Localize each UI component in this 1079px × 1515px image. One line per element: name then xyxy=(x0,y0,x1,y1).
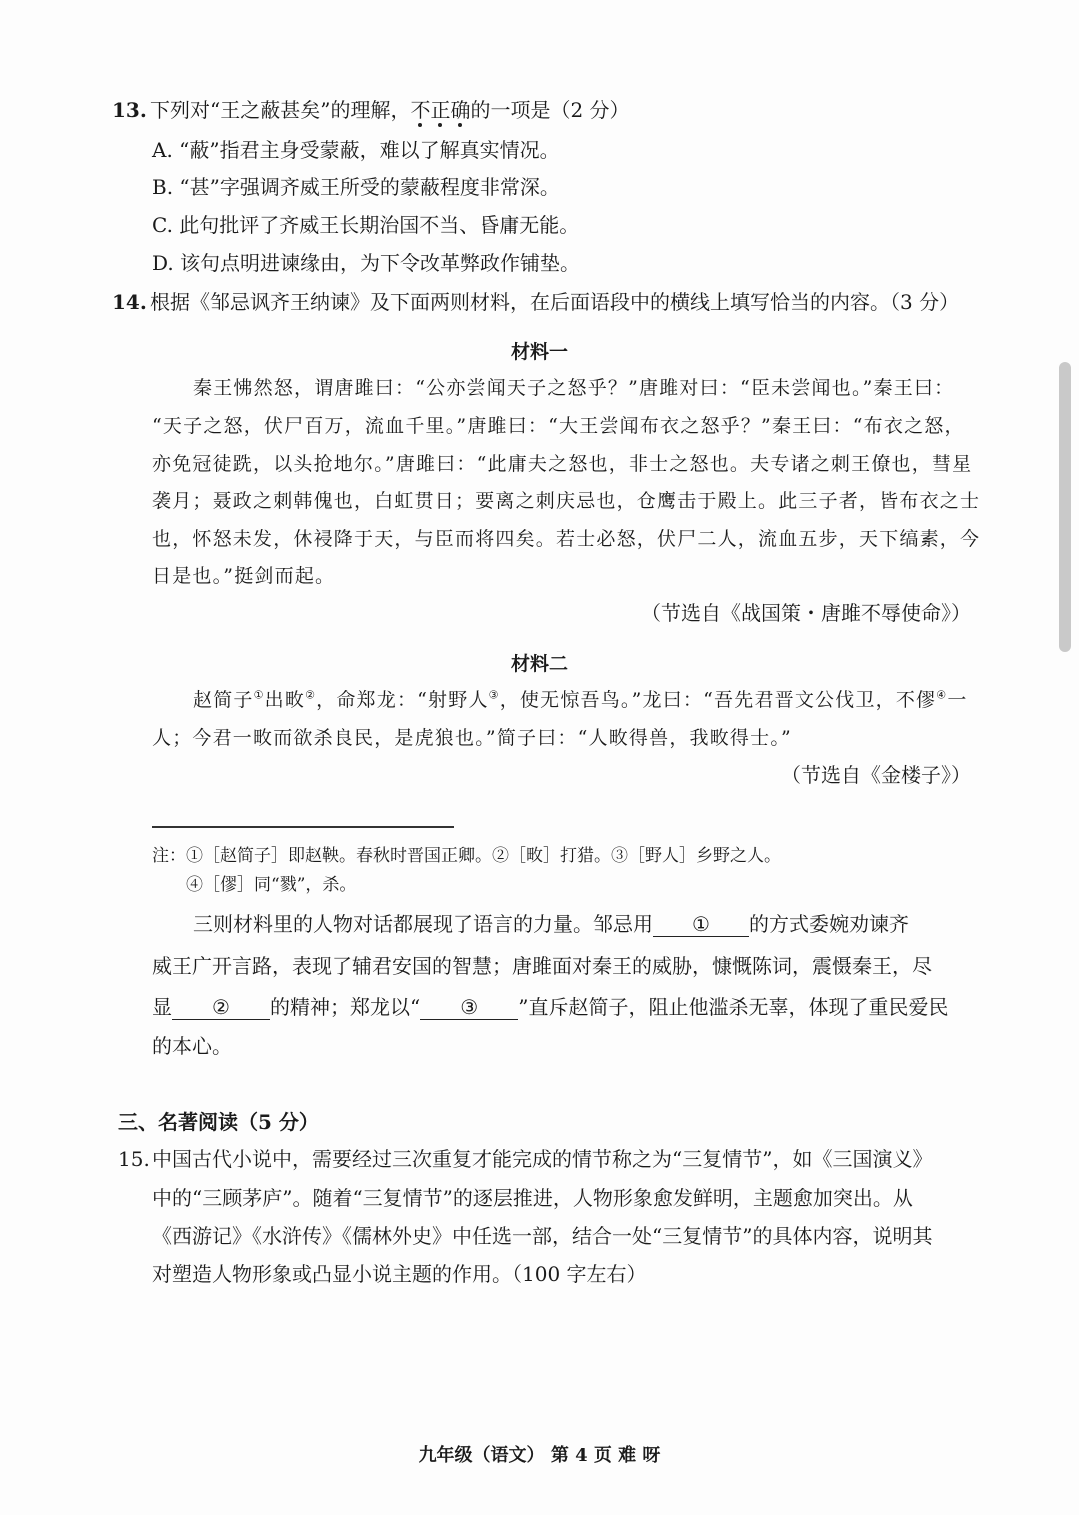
emphasis-char: 确 xyxy=(450,98,471,122)
fill-blank-2[interactable]: ② xyxy=(172,995,270,1020)
material1-line: 日是也。”挺剑而起。 xyxy=(152,565,336,587)
q13-number: 13. xyxy=(112,98,147,122)
material1-line: 秦王怫然怒，谓唐雎曰：“公亦尝闻天子之怒乎？”唐雎对曰：“臣未尝闻也。”秦王曰： xyxy=(193,377,955,399)
fill-line-4: 的本心。 xyxy=(152,1034,232,1058)
fill-text: 显 xyxy=(152,995,172,1019)
q13-stem xyxy=(150,96,630,124)
q13-stem-after: 的一项是（2 分） xyxy=(470,98,630,122)
fill-line-1 xyxy=(193,910,909,938)
material2-text: 一 xyxy=(947,689,968,711)
q13-option-c: C. 此句批评了齐威王长期治国不当、昏庸无能。 xyxy=(152,213,580,237)
material1-line: 也，怀怒未发，休祲降于天，与臣而将四矣。若士必怒，伏尸二人，流血五步，天下缟素，今 xyxy=(152,528,981,550)
material2-title: 材料二 xyxy=(510,653,568,675)
q13-stem-dotted xyxy=(410,98,470,122)
material1-line: 袭月；聂政之刺韩傀也，白虹贯日；要离之刺庆忌也，仓鹰击于殿上。此三子者，皆布衣之士 xyxy=(152,490,981,512)
footnote-mark: ③ xyxy=(488,688,500,702)
fill-text: 三则材料里的人物对话都展现了语言的力量。邹忌用 xyxy=(193,912,653,936)
q15-line: 中的“三顾茅庐”。随着“三复情节”的逐层推进，人物形象愈发鲜明，主题愈加突出。从 xyxy=(152,1186,913,1210)
q14-stem: 根据《邹忌讽齐王纳谏》及下面两则材料，在后面语段中的横线上填写恰当的内容。（3 分） xyxy=(150,290,960,314)
fill-blank-3[interactable]: ③ xyxy=(420,995,518,1020)
footnote-mark: ① xyxy=(253,688,265,702)
material2-text: 出畋 xyxy=(264,689,306,711)
material2-text: ，使无惊吾鸟。”龙曰：“吾先君晋文公伐卫，不僇 xyxy=(499,689,937,711)
material1-line: 亦免冠徒跣，以头抢地尔。”唐雎曰：“此庸夫之怒也，非士之怒也。夫专诸之刺王僚也，彗星 xyxy=(152,453,973,475)
q13-option-d: D. 该句点明进谏缘由，为下令改革弊政作铺垫。 xyxy=(152,251,581,275)
page-footer: 九年级（语文） 第 4 页 难 呀 xyxy=(418,1445,661,1466)
material2-source: （节选自《金楼子》） xyxy=(781,763,971,787)
footnote-line-1: 注：①［赵简子］即赵鞅。春秋时晋国正卿。②［畋］打猎。③［野人］乡野之人。 xyxy=(152,846,781,866)
material2-text: ，命郑龙：“射野人 xyxy=(316,689,489,711)
footnote-mark: ② xyxy=(305,688,317,702)
q13-option-a: A. “蔽”指君主身受蒙蔽，难以了解真实情况。 xyxy=(152,138,560,162)
emphasis-char: 不 xyxy=(410,98,431,122)
q13-stem-before: 下列对“王之蔽甚矣”的理解， xyxy=(150,98,411,122)
q15-line: 《西游记》《水浒传》《儒林外史》中任选一部，结合一处“三复情节”的具体内容，说明其 xyxy=(152,1224,933,1248)
section-3-title: 三、名著阅读（5 分） xyxy=(118,1110,319,1134)
fill-text: ”直斥赵简子，阻止他滥杀无辜，体现了重民爱民 xyxy=(518,995,949,1019)
q13-option-b: B. “甚”字强调齐威王所受的蒙蔽程度非常深。 xyxy=(152,175,560,199)
material1-line: “天子之怒，伏尸百万，流血千里。”唐雎曰：“大王尝闻布衣之怒乎？”秦王曰：“布衣之怒， xyxy=(152,415,965,437)
q14-number: 14. xyxy=(112,290,147,314)
fill-line-2: 威王广开言路，表现了辅君安国的智慧；唐雎面对秦王的威胁，慷慨陈词，震慑秦王，尽 xyxy=(152,954,932,978)
fill-text: 的方式委婉劝谏齐 xyxy=(749,912,909,936)
q15-line: 中国古代小说中，需要经过三次重复才能完成的情节称之为“三复情节”，如《三国演义》 xyxy=(152,1147,933,1171)
footnote-divider xyxy=(152,826,454,828)
material2-text: 赵简子 xyxy=(193,689,254,711)
material1-title: 材料一 xyxy=(510,341,568,363)
fill-blank-1[interactable]: ① xyxy=(653,912,749,937)
fill-text: 的精神；郑龙以“ xyxy=(270,995,421,1019)
emphasis-char: 正 xyxy=(430,98,451,122)
fill-line-3 xyxy=(152,993,948,1021)
scrollbar-thumb[interactable] xyxy=(1059,362,1071,652)
material1-source: （节选自《战国策・唐雎不辱使命》） xyxy=(641,601,971,625)
footnote-mark: ④ xyxy=(936,688,948,702)
footnote-line-2: ④［僇］同“戮”，杀。 xyxy=(186,875,357,895)
material2-line-2: 人；今君一畋而欲杀良民，是虎狼也。”简子曰：“人畋得兽，我畋得士。” xyxy=(152,727,792,749)
q15-line: 对塑造人物形象或凸显小说主题的作用。（100 字左右） xyxy=(152,1262,647,1286)
q15-number: 15. xyxy=(118,1147,150,1171)
material2-line-1 xyxy=(193,686,1013,714)
